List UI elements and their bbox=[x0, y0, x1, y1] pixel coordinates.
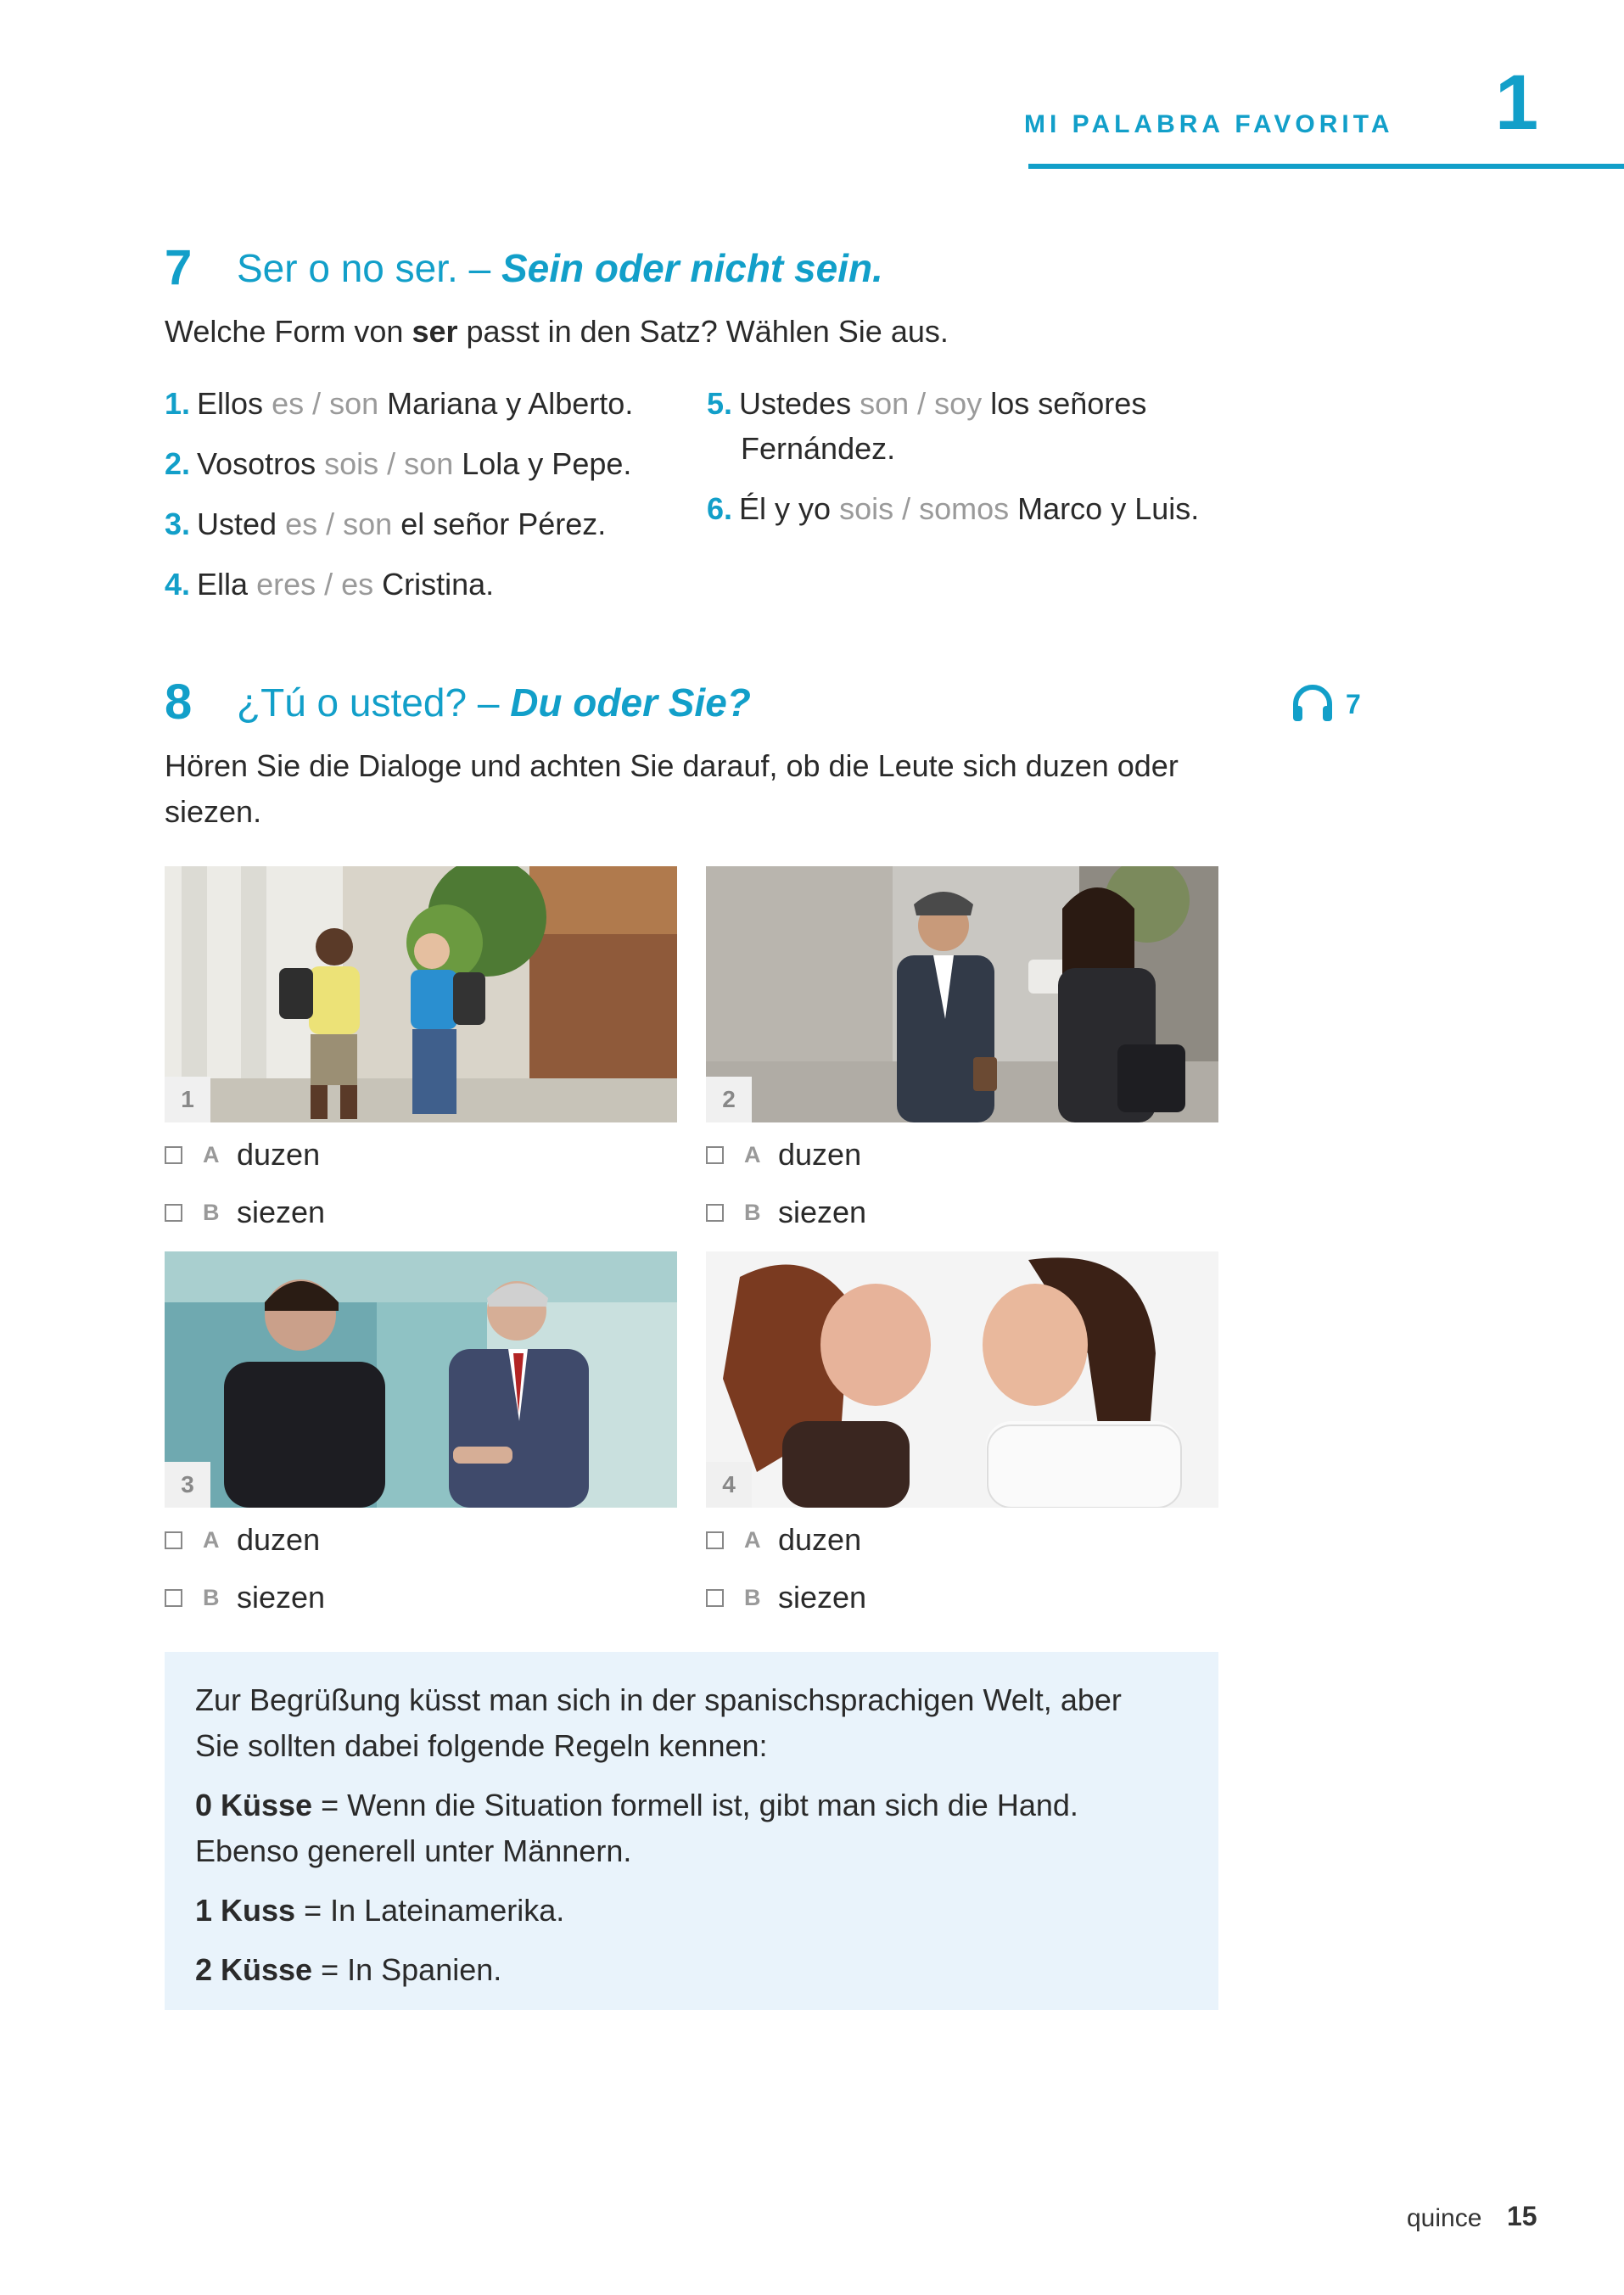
photo-2 bbox=[706, 866, 1218, 1122]
checkbox[interactable] bbox=[706, 1204, 724, 1222]
chapter-number: 1 bbox=[1495, 59, 1539, 146]
sentence-5-continued: Fernández. bbox=[741, 431, 896, 466]
photo-3-options bbox=[165, 1517, 325, 1620]
info-text: Zur Begrüßung küsst man sich in der spanischsprachigen Welt, aber bbox=[195, 1682, 1122, 1717]
sentence-number: 6. bbox=[707, 491, 733, 526]
option-label: siezen bbox=[778, 1580, 867, 1615]
photo-badge: 4 bbox=[706, 1462, 752, 1508]
exercise-7-title-es: Ser o no ser. – bbox=[237, 246, 491, 290]
sentence-subject: Ustedes bbox=[739, 386, 852, 421]
sentence-number: 4. bbox=[165, 567, 191, 602]
info-text: Sie sollten dabei folgende Regeln kennen: bbox=[195, 1728, 768, 1763]
sentence-options[interactable]: sois / son bbox=[324, 446, 454, 481]
photo-4-options bbox=[706, 1517, 866, 1620]
option-a[interactable] bbox=[706, 1132, 866, 1178]
chapter-title: MI PALABRA FAVORITA bbox=[1024, 110, 1394, 138]
option-label: siezen bbox=[237, 1195, 326, 1229]
sentence-number: 5. bbox=[707, 386, 733, 421]
checkbox[interactable] bbox=[165, 1531, 182, 1549]
option-label: duzen bbox=[778, 1137, 862, 1172]
sentence-options[interactable]: sois / somos bbox=[839, 491, 1010, 526]
rule-1 bbox=[195, 1888, 1196, 1934]
checkbox[interactable] bbox=[706, 1531, 724, 1549]
sentence-rest: Mariana y Alberto. bbox=[387, 386, 634, 421]
option-label: siezen bbox=[237, 1580, 326, 1615]
info-box bbox=[165, 1652, 1218, 2010]
info-content bbox=[195, 1677, 1196, 1993]
sentence-number: 3. bbox=[165, 507, 191, 541]
option-b[interactable] bbox=[706, 1189, 866, 1235]
sentence-subject: Vosotros bbox=[197, 446, 316, 481]
instruction-text: passt in den Satz? Wählen Sie aus. bbox=[466, 314, 949, 349]
sentence-number: 2. bbox=[165, 446, 191, 481]
rule-2 bbox=[195, 1947, 1196, 1993]
exercise-7-instruction bbox=[165, 309, 949, 355]
rule-label: 1 Kuss bbox=[195, 1893, 296, 1928]
option-letter: B bbox=[744, 1584, 761, 1610]
checkbox[interactable] bbox=[706, 1589, 724, 1607]
option-letter: A bbox=[203, 1141, 220, 1167]
photo-badge: 1 bbox=[165, 1077, 210, 1122]
sentence-subject: Ella bbox=[197, 567, 249, 602]
option-letter: A bbox=[203, 1526, 220, 1553]
rule-text: = In Lateinamerika. bbox=[304, 1893, 565, 1928]
exercise-7-title-de: Sein oder nicht sein. bbox=[501, 246, 883, 290]
sentence-options[interactable]: eres / es bbox=[256, 567, 374, 602]
exercise-7-number: 7 bbox=[165, 240, 193, 295]
exercise-8-instruction bbox=[165, 743, 1179, 835]
option-letter: B bbox=[203, 1584, 220, 1610]
audio-track[interactable] bbox=[1290, 682, 1361, 727]
page-number: 15 bbox=[1507, 2201, 1537, 2231]
sentence-2 bbox=[165, 441, 631, 487]
photo-1 bbox=[165, 866, 677, 1122]
option-b[interactable] bbox=[165, 1575, 325, 1620]
sentence-rest: Lola y Pepe. bbox=[462, 446, 632, 481]
instruction-line: siezen. bbox=[165, 794, 262, 829]
option-label: siezen bbox=[778, 1195, 867, 1229]
sentence-subject: Él y yo bbox=[739, 491, 832, 526]
sentence-rest: el señor Pérez. bbox=[400, 507, 607, 541]
sentence-number: 1. bbox=[165, 386, 191, 421]
audio-track-number: 7 bbox=[1346, 689, 1361, 719]
option-a[interactable] bbox=[165, 1132, 325, 1178]
page-number-word: quince bbox=[1407, 2204, 1482, 2232]
sentence-rest: Cristina. bbox=[382, 567, 495, 602]
photo-badge: 3 bbox=[165, 1462, 210, 1508]
option-letter: B bbox=[203, 1199, 220, 1225]
sentence-4 bbox=[165, 562, 494, 607]
photo-badge: 2 bbox=[706, 1077, 752, 1122]
sentence-1 bbox=[165, 381, 633, 427]
instruction-text: Welche Form von bbox=[165, 314, 404, 349]
sentence-subject: Ellos bbox=[197, 386, 264, 421]
photo-3 bbox=[165, 1251, 677, 1508]
option-letter: A bbox=[744, 1141, 761, 1167]
rule-text: Ebenso generell unter Männern. bbox=[195, 1833, 632, 1868]
photo-4 bbox=[706, 1251, 1218, 1508]
option-letter: B bbox=[744, 1199, 761, 1225]
rule-0 bbox=[195, 1783, 1196, 1828]
sentence-subject: Usted bbox=[197, 507, 277, 541]
checkbox[interactable] bbox=[706, 1146, 724, 1164]
header-rule bbox=[1028, 164, 1624, 169]
checkbox[interactable] bbox=[165, 1589, 182, 1607]
instruction-keyword: ser bbox=[412, 314, 458, 349]
sentence-rest: Marco y Luis. bbox=[1017, 491, 1200, 526]
photo-1-options bbox=[165, 1132, 325, 1235]
sentence-options[interactable]: son / soy bbox=[860, 386, 983, 421]
rule-label: 2 Küsse bbox=[195, 1952, 313, 1987]
option-label: duzen bbox=[237, 1137, 321, 1172]
rule-label: 0 Küsse bbox=[195, 1788, 313, 1822]
checkbox[interactable] bbox=[165, 1204, 182, 1222]
exercise-8-title-de: Du oder Sie? bbox=[510, 680, 751, 725]
sentence-options[interactable]: es / son bbox=[285, 507, 393, 541]
sentence-5 bbox=[707, 381, 1146, 427]
option-a[interactable] bbox=[706, 1517, 866, 1563]
sentence-options[interactable]: es / son bbox=[272, 386, 379, 421]
rule-text: = In Spanien. bbox=[321, 1952, 502, 1987]
exercise-8-number: 8 bbox=[165, 675, 193, 730]
sentence-rest: los señores bbox=[990, 386, 1147, 421]
option-a[interactable] bbox=[165, 1517, 325, 1563]
option-letter: A bbox=[744, 1526, 761, 1553]
option-b[interactable] bbox=[706, 1575, 866, 1620]
sentence-6 bbox=[707, 486, 1199, 532]
sentence-3 bbox=[165, 501, 606, 547]
headphones-icon[interactable] bbox=[1290, 682, 1336, 727]
option-b[interactable] bbox=[165, 1189, 325, 1235]
exercise-7-title bbox=[237, 246, 883, 290]
exercise-8-title-es: ¿Tú o usted? – bbox=[237, 680, 500, 725]
photo-2-options bbox=[706, 1132, 866, 1235]
rule-text: = Wenn die Situation formell ist, gibt man sich die Hand. bbox=[321, 1788, 1078, 1822]
instruction-line: Hören Sie die Dialoge und achten Sie darauf, ob die Leute sich duzen oder bbox=[165, 748, 1179, 783]
option-label: duzen bbox=[778, 1522, 862, 1557]
option-label: duzen bbox=[237, 1522, 321, 1557]
exercise-8-title bbox=[237, 680, 751, 725]
checkbox[interactable] bbox=[165, 1146, 182, 1164]
